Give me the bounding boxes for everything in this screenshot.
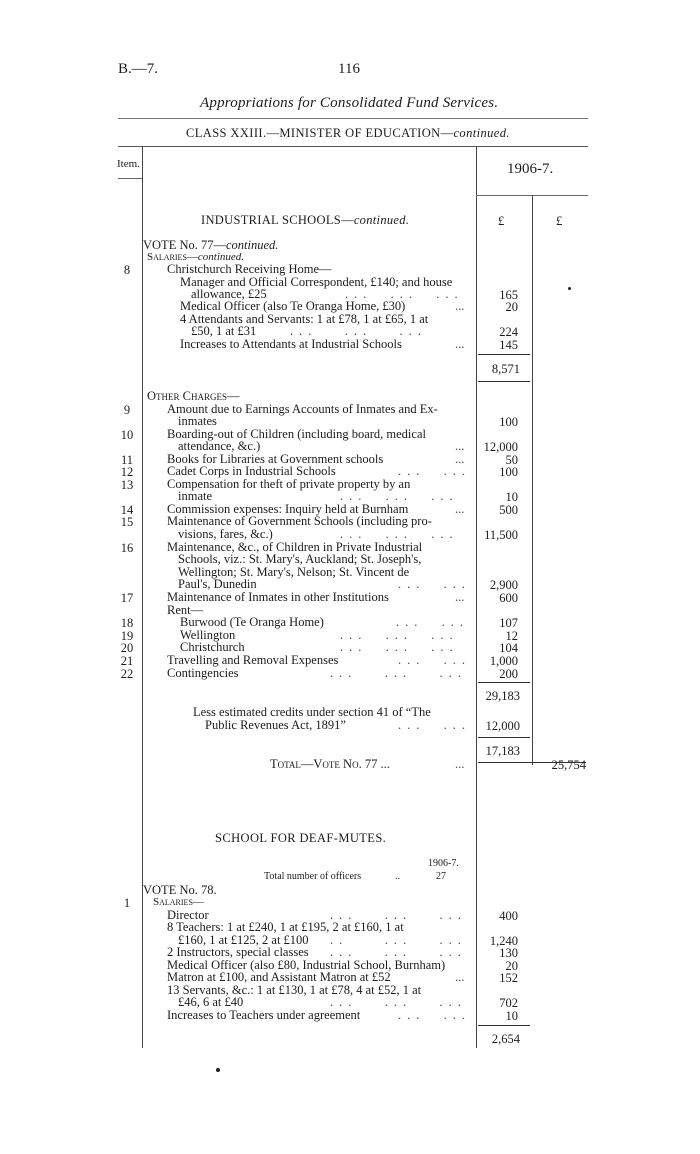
line-text: £46, 6 at £40 (178, 995, 244, 1009)
amount: 12,000 (483, 440, 518, 454)
amount: 702 (499, 996, 518, 1010)
amount: 500 (499, 503, 518, 517)
line-text: inmate (178, 489, 213, 503)
other-charges-heading: Other Charges— (147, 389, 240, 403)
item-number: 11 (120, 453, 134, 467)
leader-dots: ... ... (398, 577, 471, 591)
less-credits-line: Public Revenues Act, 1891” (205, 718, 346, 732)
amount: 100 (499, 415, 518, 429)
line-text: £160, 1 at £125, 2 at £100 (178, 933, 309, 947)
line-text: Maintenance of Inmates in other Institutions (167, 590, 389, 604)
net-amount: 17,183 (485, 744, 520, 758)
leader-dots: ... (455, 439, 465, 453)
subtotal-rule (478, 737, 530, 738)
leader-dots: ... (455, 590, 465, 604)
item-number: 13 (120, 478, 134, 492)
officers-count: 27 (436, 871, 446, 882)
item-number: 12 (120, 465, 134, 479)
item-number: 20 (120, 641, 134, 655)
amount: 165 (499, 288, 518, 302)
subtotal-rule (478, 354, 530, 355)
vote-77-continued: continued. (225, 238, 279, 252)
item-number: 9 (123, 403, 131, 417)
amount: 11,500 (484, 528, 518, 542)
line-text: Travelling and Removal Expenses (167, 653, 339, 667)
officers-label: Total number of officers (264, 871, 362, 882)
leader-dots: ... ... ... (330, 666, 467, 680)
ink-dot (568, 287, 571, 290)
class-heading (186, 126, 510, 141)
year-column-header: 1906-7. (507, 161, 554, 177)
item-number: 10 (120, 428, 134, 442)
line-text: Burwood (Te Oranga Home) (180, 615, 324, 629)
page-title: Appropriations for Consolidated Fund Services. (200, 95, 499, 111)
leader-dots: ... (455, 970, 465, 984)
amount: 10 (505, 490, 518, 504)
section-title-deaf-mutes: SCHOOL FOR DEAF-MUTES. (215, 831, 387, 845)
less-credits-line: Less estimated credits under section 41 of “The (193, 705, 431, 719)
section-title-industrial-schools (201, 213, 409, 228)
header-rule (118, 118, 588, 119)
line-text: Manager and Official Correspondent, £140; and house (180, 275, 453, 289)
pound-sign-col2: £ (556, 214, 563, 228)
amount: 400 (499, 909, 518, 923)
item-number: 8 (123, 263, 131, 277)
line-text: Medical Officer (also Te Oranga Home, £30) (180, 299, 406, 313)
line-text: visions, fares, &c.) (178, 527, 273, 541)
leader-dots: ... ... (398, 1008, 471, 1022)
line-text: Maintenance, &c., of Children in Private Industrial (167, 540, 423, 554)
amount: 104 (499, 641, 518, 655)
vote-78-heading: VOTE No. 78. (143, 883, 217, 897)
salaries-continued: continued. (197, 251, 245, 263)
line-text: inmates (178, 414, 217, 428)
line-text: Boarding-out of Children (including board, medical (167, 427, 426, 441)
amount: 100 (499, 465, 518, 479)
amount: 1,000 (489, 654, 518, 668)
officers-year: 1906-7. (428, 858, 459, 869)
less-credits-amount: 12,000 (485, 719, 520, 733)
item-number: 15 (120, 515, 134, 529)
line-text: 8 Teachers: 1 at £240, 1 at £195, 2 at £160, 1 at (167, 920, 404, 934)
line-text: Christchurch (180, 640, 245, 654)
amount: 20 (505, 300, 518, 314)
item-column-header: Item. (117, 158, 140, 170)
amount: 600 (499, 591, 518, 605)
item-number: 17 (120, 591, 134, 605)
section-title-continued: continued. (353, 213, 410, 227)
subtotal-rule (478, 1025, 530, 1026)
leader-dots: ... (455, 452, 465, 466)
pound-sign-col1: £ (498, 214, 505, 228)
amount: 20 (505, 959, 518, 973)
subtotal-column-rule (476, 146, 477, 1048)
line-text: 2 Instructors, special classes (167, 945, 309, 959)
amount: 1,240 (489, 934, 518, 948)
line-text: 4 Attendants and Servants: 1 at £78, 1 at £65, 1 at (180, 312, 429, 326)
leader-dots: ... ... (398, 653, 471, 667)
total-column-rule (532, 195, 533, 765)
leader-dots: ... (455, 757, 465, 771)
leader-dots: ... ... ... (345, 287, 464, 301)
salaries-subtotal: 8,571 (491, 362, 520, 376)
line-text: Cadet Corps in Industrial Schools (167, 464, 336, 478)
amount: 224 (499, 325, 518, 339)
amount: 50 (505, 453, 518, 467)
page-number: 116 (338, 61, 360, 77)
amount: 10 (505, 1009, 518, 1023)
line-text: Wellington (180, 628, 236, 642)
line-text: attendance, &c.) (178, 439, 261, 453)
rent-heading: Rent— (167, 603, 204, 617)
leader-dots: .. ... ... (330, 933, 467, 947)
leader-dots: ... ... ... (340, 489, 459, 503)
charges-subtotal: 29,183 (485, 689, 520, 703)
line-text: Paul's, Dunedin (178, 577, 257, 591)
leader-dots: ... ... (396, 615, 469, 629)
vote-78-salaries-total: 2,654 (491, 1032, 520, 1046)
vote-77-total: 25,754 (551, 758, 586, 772)
line-text: Books for Libraries at Government schools (167, 452, 384, 466)
amount: 130 (499, 946, 518, 960)
line-text: Commission expenses: Inquiry held at Burnham (167, 502, 409, 516)
line-text: Wellington; St. Mary's, Nelson; St. Vincent de (178, 565, 410, 579)
line-text: Medical Officer (also £80, Industrial School, Burnham) (167, 958, 446, 972)
leader-dots: ... ... (398, 464, 471, 478)
vote-77-heading (143, 239, 278, 251)
line-text: Maintenance of Government Schools (including pro- (167, 514, 432, 528)
leader-dots: ... (455, 299, 465, 313)
table-top-rule (118, 146, 588, 147)
item-number: 21 (120, 654, 134, 668)
subtotal-rule (478, 381, 530, 382)
document-reference: B.—7. (118, 61, 159, 77)
line-text: Amount due to Earnings Accounts of Inmates and Ex- (167, 402, 438, 416)
line-text: Increases to Attendants at Industrial Schools (180, 337, 402, 351)
amount: 12 (505, 629, 518, 643)
section-title-main: INDUSTRIAL SCHOOLS— (201, 213, 354, 227)
line-text: allowance, £25 (191, 287, 267, 301)
leader-dots: ... ... ... (340, 527, 459, 541)
ink-dot (216, 1068, 220, 1072)
vote-77-label: VOTE No. 77— (143, 238, 226, 252)
class-heading-main: CLASS XXIII.—MINISTER OF EDUCATION— (186, 126, 454, 140)
item-number: 14 (120, 503, 134, 517)
salaries-heading: Salaries— (153, 896, 204, 908)
amount: 200 (499, 667, 518, 681)
salaries-label: Salaries— (147, 251, 198, 263)
amount: 2,900 (489, 578, 518, 592)
leader-dots: ... ... ... (330, 995, 467, 1009)
line-text: Christchurch Receiving Home— (167, 262, 332, 276)
leader-dots: ... ... ... (340, 640, 459, 654)
item-number: 16 (120, 541, 134, 555)
leader-dots: ... ... ... (290, 324, 427, 338)
line-text: Compensation for theft of private property by an (167, 477, 411, 491)
leader-dots: ... (455, 502, 465, 516)
line-text: Matron at £100, and Assistant Matron at £52 (167, 970, 391, 984)
leader-dots: ... ... ... (340, 628, 459, 642)
subtotal-rule (478, 682, 530, 683)
item-number: 1 (123, 896, 131, 910)
amount: 107 (499, 616, 518, 630)
amount: 152 (499, 971, 518, 985)
item-column-rule (142, 146, 143, 1048)
leader-dots: ... ... ... (330, 945, 467, 959)
leader-dots: ... (455, 337, 465, 351)
item-number: 19 (120, 629, 134, 643)
class-heading-continued: continued. (453, 126, 510, 140)
line-text: Increases to Teachers under agreement (167, 1008, 361, 1022)
line-text: Contingencies (167, 666, 239, 680)
item-number: 18 (120, 616, 134, 630)
line-text: 13 Servants, &c.: 1 at £130, 1 at £78, 4 at £52, 1 at (167, 983, 422, 997)
line-text: Schools, viz.: St. Mary's, Auckland; St. Joseph's, (178, 552, 422, 566)
leader-dots: ... ... ... (330, 908, 467, 922)
item-column-underline (118, 178, 142, 179)
line-text: £50, 1 at £31 (191, 324, 257, 338)
leader-dots: ... ... (398, 718, 471, 732)
amount: 145 (499, 338, 518, 352)
line-text: Director (167, 908, 209, 922)
officers-dots: .. (395, 871, 400, 882)
item-number: 22 (120, 667, 134, 681)
vote-77-total-label: Total—Vote No. 77 ... (270, 757, 390, 771)
